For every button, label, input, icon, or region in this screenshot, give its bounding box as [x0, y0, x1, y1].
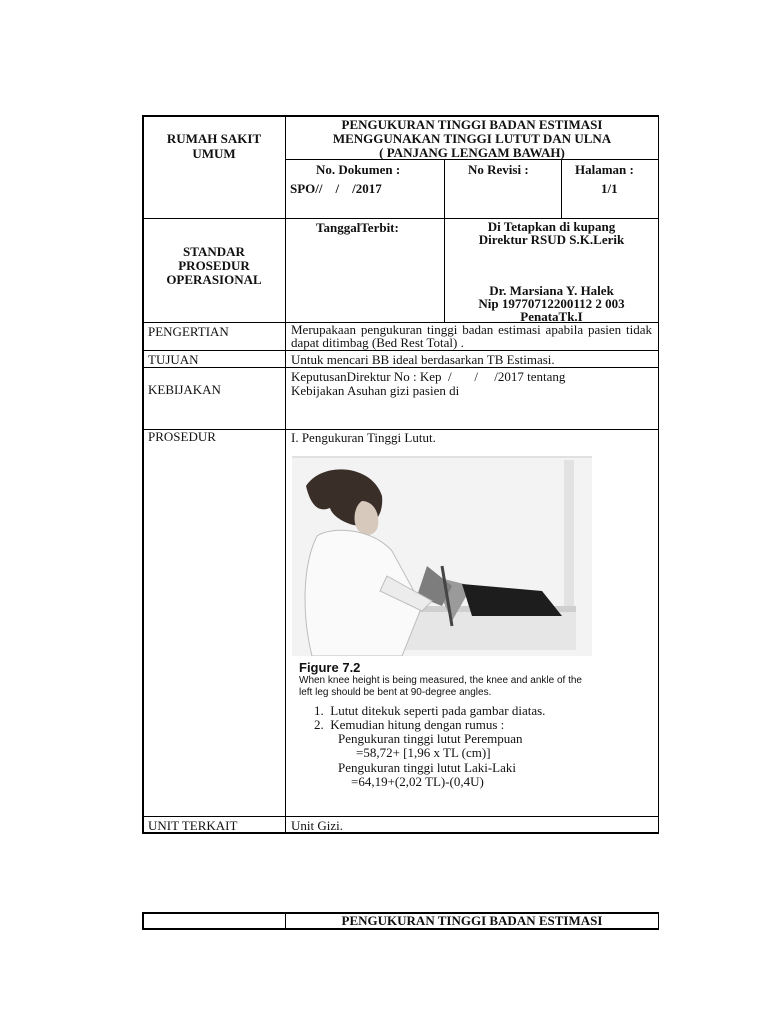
tujuan-text: Untuk mencari BB ideal berdasarkan TB Estimasi. [291, 352, 555, 367]
document-title-line-2: MENGGUNAKAN TINGGI LUTUT DAN ULNA [332, 131, 612, 146]
page-label: Halaman : [575, 162, 634, 177]
figure-title: Figure 7.2 [299, 660, 361, 675]
revision-label: No Revisi : [468, 162, 529, 177]
sop-label-line-3: OPERASIONAL [166, 272, 262, 287]
prosedur-label: PROSEDUR [148, 429, 216, 444]
unit-label: UNIT TERKAIT [148, 818, 238, 833]
formula-female: =58,72+ [1,96 x TL (cm)] [356, 745, 491, 760]
step-2: 2. Kemudian hitung dengan rumus : [314, 717, 505, 732]
doc-number-value: SPO// / /2017 [290, 181, 382, 196]
pengertian-text: Merupakaan pengukuran tinggi badan estimasi apabila pasien tidak dapat ditimbag (Bed Rest Total) . [291, 322, 652, 350]
kebijakan-text-line-1: KeputusanDirektur No : Kep / / /2017 tentang [291, 369, 566, 384]
unit-text: Unit Gizi. [291, 818, 343, 833]
footer-table-left [142, 912, 144, 930]
issue-date-label: TanggalTerbit: [316, 220, 399, 235]
signatory-nip: Nip 19770712200112 2 003 [478, 296, 625, 311]
footer-table-bottom [142, 928, 659, 930]
kebijakan-label: KEBIJAKAN [148, 382, 221, 397]
director-title: Direktur RSUD S.K.Lerik [478, 232, 625, 247]
document-title-line-3: ( PANJANG LENGAM BAWAH) [379, 145, 565, 160]
header-col-divider-2 [561, 159, 562, 218]
sop-label-line-1: STANDAR [183, 244, 245, 259]
table-border-left [142, 115, 144, 834]
figure-caption-line-1: When knee height is being measured, the knee and ankle of the [299, 675, 582, 686]
kebijakan-text-line-2: Kebijakan Asuhan gizi pasien di [291, 383, 460, 398]
knee-height-measurement-photo [292, 456, 592, 656]
figure-caption-line-2: left leg should be bent at 90-degree angles. [299, 687, 492, 698]
pengertian-label: PENGERTIAN [148, 324, 229, 339]
footer-table-title: PENGUKURAN TINGGI BADAN ESTIMASI [341, 913, 603, 928]
hospital-name: RUMAH SAKIT UMUM [166, 131, 262, 161]
sop-label-line-2: PROSEDUR [178, 258, 250, 273]
signatory-name: Dr. Marsiana Y. Halek [489, 283, 614, 298]
row-divider-3 [142, 350, 658, 351]
step-1: 1. Lutut ditekuk seperti pada gambar diatas. [314, 703, 546, 718]
page-value: 1/1 [601, 181, 618, 196]
column-divider [285, 115, 286, 833]
tujuan-label: TUJUAN [148, 352, 199, 367]
signatory-rank: PenataTk.I [520, 309, 583, 324]
document-title-line-1: PENGUKURAN TINGGI BADAN ESTIMASI [341, 117, 603, 132]
row-divider-4 [142, 367, 658, 368]
formula-female-label: Pengukuran tinggi lutut Perempuan [338, 731, 523, 746]
prosedur-heading: I. Pengukuran Tinggi Lutut. [291, 430, 436, 445]
set-in-location: Di Tetapkan di kupang [487, 219, 616, 234]
row-divider-6 [142, 816, 658, 817]
formula-male-label: Pengukuran tinggi lutut Laki-Laki [338, 760, 516, 775]
formula-male: =64,19+(2,02 TL)-(0,4U) [351, 774, 484, 789]
doc-number-label: No. Dokumen : [316, 162, 401, 177]
photo-icon [292, 456, 592, 656]
